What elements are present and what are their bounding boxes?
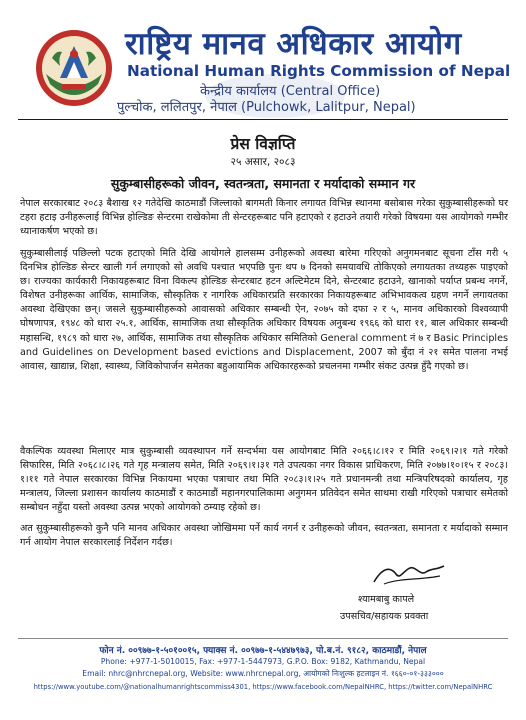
office-name: केन्द्रीय कार्यालय (Central Office)	[200, 84, 381, 99]
body-paragraph: अत सुकुम्बासीहरूको कुनै पनि मानव अधिकार अवस्था जोखिममा पर्ने कार्य नगर्न र उनीहरूको जीवन, स्वतन्त्रता, समानता र मर्यादाको सम्मान गर्न आयोग नेपाल सरकारलाई निर्देशन गर्दछ।	[20, 523, 508, 549]
signature	[370, 560, 448, 590]
office-address: पुल्चोक, ललितपुर, नेपाल (Pulchowk, Lalitpur, Nepal)	[117, 100, 416, 115]
org-name-english: National Human Rights Commission of Nepal	[127, 62, 511, 80]
footer-email-website: Email: nhrc@nhrcnepal.org, Website: www.nhrcnepal.org, आयोगको निःशुल्क हटलाइन नं. १६६०-०१-३३३०००	[82, 669, 444, 678]
footer-divider	[18, 638, 508, 639]
body-paragraph: सुकुम्बासीलाई पछिल्लो पटक हटाएको मिति देखि आयोगले हालसम्म उनीहरूको अवस्था बारेमा गरिएको अनुगमनबाट सूचना टाँस गरी ५ दिनभित्र होल्डिङ सेन्टर खाली गर्न लगाएको सो अवधि पश्चात भएपछि पुनः थप ७ दिनको समयावधि तोकिएको लगायतका तथ्यहरू पाइएको छ। राज्यका कार्यकारी निकायहरूबाट विना विकल्प होल्डिङ सेन्टरबाट हटन अल्टिमेटम दिने, सेन्टरबाट हटाउने, खानाको पर्याप्त प्रबन्ध नगर्ने, विशेषत उनीहरूका आर्थिक, सामाजिक, सौस्कृतिक र नागरिक अधिकारप्रति सरकारका निकायहरूबाट अभिभावकत्व ग्रहण नगर्ने लगायतका अवस्था देखिएका छन्। जसले सुकुम्बासीहरूको आवासको अधिकार सम्बन्धी ऐन, २०७५ को दफा २ र ५, मानव अधिकारको विश्वव्यापी घोषणापत्र, १९४८ को धारा २५.१, आर्थिक, सामाजिक तथा सौस्कृतिक अधिकार विषयक अनुबन्ध १९६६ को धारा ११, बाल अधिकार सम्बन्धी महासन्धि, १९८९ को धारा २७, आर्थिक, सामाजिक तथा सौस्कृतिक अधिकार समितिको General comment नं ७ र Basic Principles and Guidelines on Development based evictions and Displacement, 2007 को बुँदा नं २१ समेत पालना नभई आवास, खाद्यान्न, शिक्षा, स्वास्थ्य, जिविकोपार्जन समेतका बहुआयामिक अधिकारहरूको प्रचलनमा गम्भीर संकट उत्पन्न हुँदै गएको छ।	[20, 248, 508, 372]
document-title: प्रेस विज्ञप्ति	[230, 135, 296, 153]
org-name-nepali: राष्ट्रिय मानव अधिकार आयोग	[125, 26, 462, 62]
signatory-title: उपसचिव/सहायक प्रवक्ता	[340, 611, 429, 622]
signatory-name: श्यामबाबु कापले	[358, 594, 415, 605]
nhrc-emblem-icon	[34, 28, 114, 108]
body-paragraph: वैकल्पिक व्यवस्था मिलाएर मात्र सुकुम्बासी व्यवस्थापन गर्ने सन्दर्भमा यस आयोगबाट मिति २०६६।८।१२ र मिति २०६९।२।१ गते गरेको सिफारिस, मिति २०६८।८।२६ गते गृह मन्त्रालय समेत, मिति २०६९।१।३१ गते उपत्यका नगर विकास प्राधिकरण, मिति २०७७।१०।१५ र २०८३।१।११ गते नेपाल सरकारका विभिन्न निकायमा भएका पत्राचार तथा मिति २०८३।१।२५ गते प्रधानमन्त्री तथा मन्त्रिपरिषदको कार्यालय, गृह मन्त्रालय, जिल्ला प्रशासन कार्यालय काठमाडौं र काठमाडौं महानगरपालिकामा अनुगमन प्रतिवेदन समेत साथमा राखी गरिएको पत्राचार समेतको सम्बोधन नहुँदा यस्तो अवस्था उत्पन्न भएको आयोगको ठम्याइ रहेको छ।	[20, 446, 508, 514]
document-date: २५ असार, २०८३	[230, 156, 296, 168]
header-divider	[18, 119, 508, 120]
document-subject: सुकुम्बासीहरूको जीवन, स्वतन्त्रता, समानता र मर्यादाको सम्मान गर	[110, 176, 416, 191]
footer-contact-nepali: फोन नं. ००९७७-१-५०१००१५, फ्याक्स नं. ००९७७-१-५४४७९७३, पो.ब.नं. ९१८२, काठमाडौं, नेपाल	[99, 646, 427, 656]
footer-social-links: https://www.youtube.com/@nationalhumanrightscommiss4301, https://www.facebook.com/NepalNHRC, https://twitter.com/NepalNHRC	[33, 683, 493, 691]
body-paragraph: नेपाल सरकारबाट २०८३ बैशाख १२ गतेदेखि काठमाडौं जिल्लाको बागमती किनार लगायत विभिन्न स्थानमा बसोबास गरेका सुकुम्बासीहरूको घर टहरा हटाइ उनीहरूलाई विभिन्न होल्डिङ सेन्टरमा राखेकोमा ती सेन्टरहरूबाट पनि हटाएको र हटाउने तयारी गरेको विषयमा यस आयोगको गम्भीर ध्यानाकर्षण भएको छ।	[20, 198, 508, 238]
footer-contact-english: Phone: +977-1-5010015, Fax: +977-1-5447973, G.P.O. Box: 9182, Kathmandu, Nepal	[100, 657, 426, 666]
